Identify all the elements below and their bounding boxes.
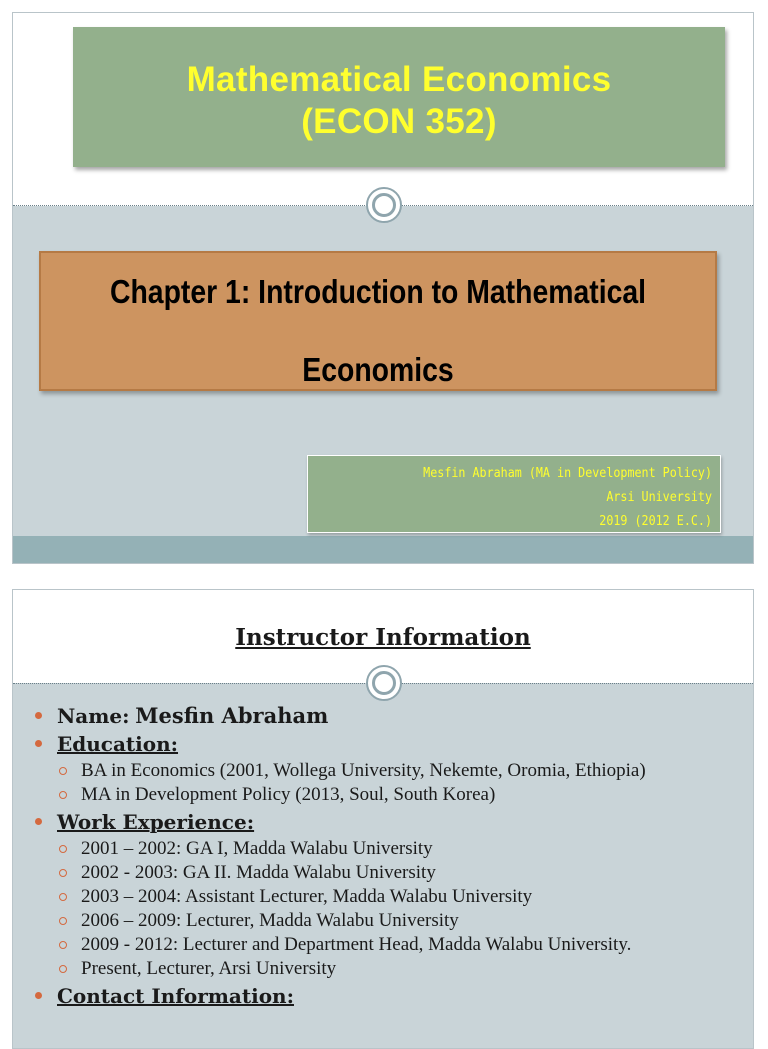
work-entry: 2006 – 2009: Lecturer, Madda Walabu University bbox=[33, 910, 733, 932]
name-label: Name: bbox=[57, 704, 130, 728]
chapter-title-line1: Chapter 1: Introduction to Mathematical bbox=[109, 273, 647, 310]
education-entry: BA in Economics (2001, Wollega University, Nekemte, Oromia, Ethiopia) bbox=[33, 760, 733, 782]
slide-footer-band bbox=[13, 536, 753, 564]
instructor-content bbox=[33, 702, 733, 1010]
title-slide bbox=[12, 12, 754, 564]
name-item bbox=[33, 702, 733, 730]
circle-ornament-icon bbox=[366, 665, 402, 701]
work-entry: 2002 - 2003: GA II. Madda Walabu University bbox=[33, 862, 733, 884]
chapter-title-line2: Economics bbox=[302, 351, 454, 388]
work-item bbox=[33, 808, 733, 836]
education-label: Education: bbox=[57, 732, 179, 756]
course-title-box bbox=[73, 27, 725, 167]
work-label: Work Experience: bbox=[57, 810, 255, 834]
chapter-title-box bbox=[39, 251, 717, 391]
instructor-slide bbox=[12, 589, 754, 1049]
course-code: (ECON 352) bbox=[301, 102, 497, 141]
education-item bbox=[33, 730, 733, 758]
education-entry: MA in Development Policy (2013, Soul, South Korea) bbox=[33, 784, 733, 806]
work-entry: 2001 – 2002: GA I, Madda Walabu University bbox=[33, 838, 733, 860]
contact-item bbox=[33, 982, 733, 1010]
work-entry: Present, Lecturer, Arsi University bbox=[33, 958, 733, 980]
author-year: 2019 (2012 E.C.) bbox=[599, 514, 712, 529]
author-name: Mesfin Abraham (MA in Development Policy) bbox=[423, 466, 712, 481]
name-value: Mesfin Abraham bbox=[135, 703, 329, 728]
course-title: Mathematical Economics bbox=[186, 60, 612, 99]
author-info-box bbox=[307, 455, 721, 533]
author-university: Arsi University bbox=[606, 490, 712, 505]
work-entry: 2009 - 2012: Lecturer and Department Head, Madda Walabu University. bbox=[33, 934, 733, 956]
work-entry: 2003 – 2004: Assistant Lecturer, Madda Walabu University bbox=[33, 886, 733, 908]
slide-title: Instructor Information bbox=[235, 624, 531, 651]
contact-label: Contact Information: bbox=[57, 984, 294, 1008]
circle-ornament-icon bbox=[366, 187, 402, 223]
